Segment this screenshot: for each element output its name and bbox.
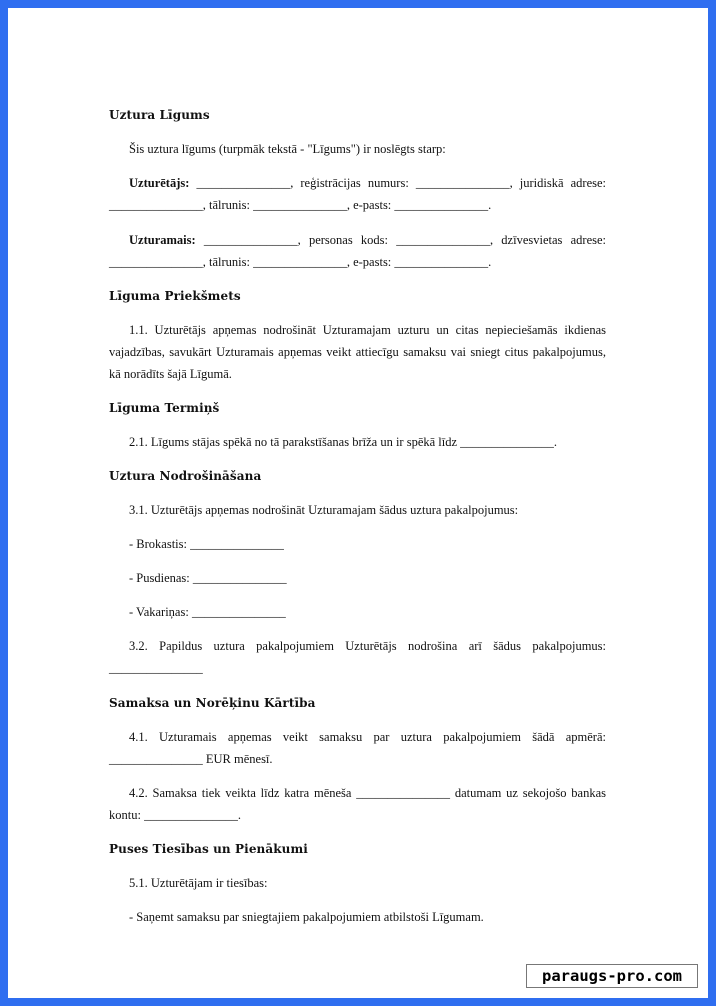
list-item: - Pusdienas: _______________ <box>129 571 287 585</box>
section-heading: Līguma Termiņš <box>109 401 220 415</box>
document-body <box>109 104 606 928</box>
document-title: Uztura Līgums <box>109 108 210 122</box>
clause-paragraph: 3.2. Papildus uztura pakalpojumiem Uzturētājs nodrošina arī šādus pakalpojumus: _______________ <box>109 639 606 675</box>
clause-paragraph: 1.1. Uzturētājs apņemas nodrošināt Uzturamajam uzturu un citas nepieciešamās ikdienas vajadzības, savukārt Uzturamais apņemas veikt attiecīgu samaksu vai sniegt citus pakalpojumus, kā norādīts šajā Līgumā. <box>109 323 606 381</box>
section-heading: Puses Tiesības un Pienākumi <box>109 842 308 856</box>
recipient-paragraph <box>109 229 606 273</box>
clause-paragraph: 3.1. Uzturētājs apņemas nodrošināt Uzturamajam šādus uztura pakalpojumus: <box>129 503 519 517</box>
recipient-label: Uzturamais: <box>129 233 196 247</box>
section-heading: Līguma Priekšmets <box>109 289 241 303</box>
list-item: - Vakariņas: _______________ <box>129 605 286 619</box>
provider-label: Uzturētājs: <box>129 176 190 190</box>
clause-paragraph: 2.1. Līgums stājas spēkā no tā parakstīšanas brīža un ir spēkā līdz _______________. <box>129 435 558 449</box>
list-item: - Brokastis: _______________ <box>129 537 284 551</box>
section-heading: Uztura Nodrošināšana <box>109 469 262 483</box>
list-item: - Saņemt samaksu par sniegtajiem pakalpojumiem atbilstoši Līgumam. <box>129 910 484 924</box>
section-heading: Samaksa un Norēķinu Kārtība <box>109 696 316 710</box>
clause-paragraph: 4.1. Uzturamais apņemas veikt samaksu par uztura pakalpojumiem šādā apmērā: _______________ EUR mēnesī. <box>109 730 606 766</box>
provider-details: _______________, reģistrācijas numurs: _______________, juridiskā adrese: _______________, tālrunis: _______________, e-pasts: _______________. <box>109 176 606 212</box>
clause-paragraph: 5.1. Uzturētājam ir tiesības: <box>129 876 268 890</box>
provider-paragraph <box>109 172 606 216</box>
clause-paragraph: 4.2. Samaksa tiek veikta līdz katra mēneša _______________ datumam uz sekojošo bankas kontu: _______________. <box>109 786 606 822</box>
recipient-details: _______________, personas kods: _______________, dzīvesvietas adrese: _______________, tālrunis: _______________, e-pasts: _______________. <box>109 233 606 269</box>
document-page <box>8 8 708 998</box>
watermark-label: paraugs-pro.com <box>526 964 698 988</box>
intro-paragraph: Šis uztura līgums (turpmāk tekstā - "Līgums") ir noslēgts starp: <box>129 142 446 156</box>
